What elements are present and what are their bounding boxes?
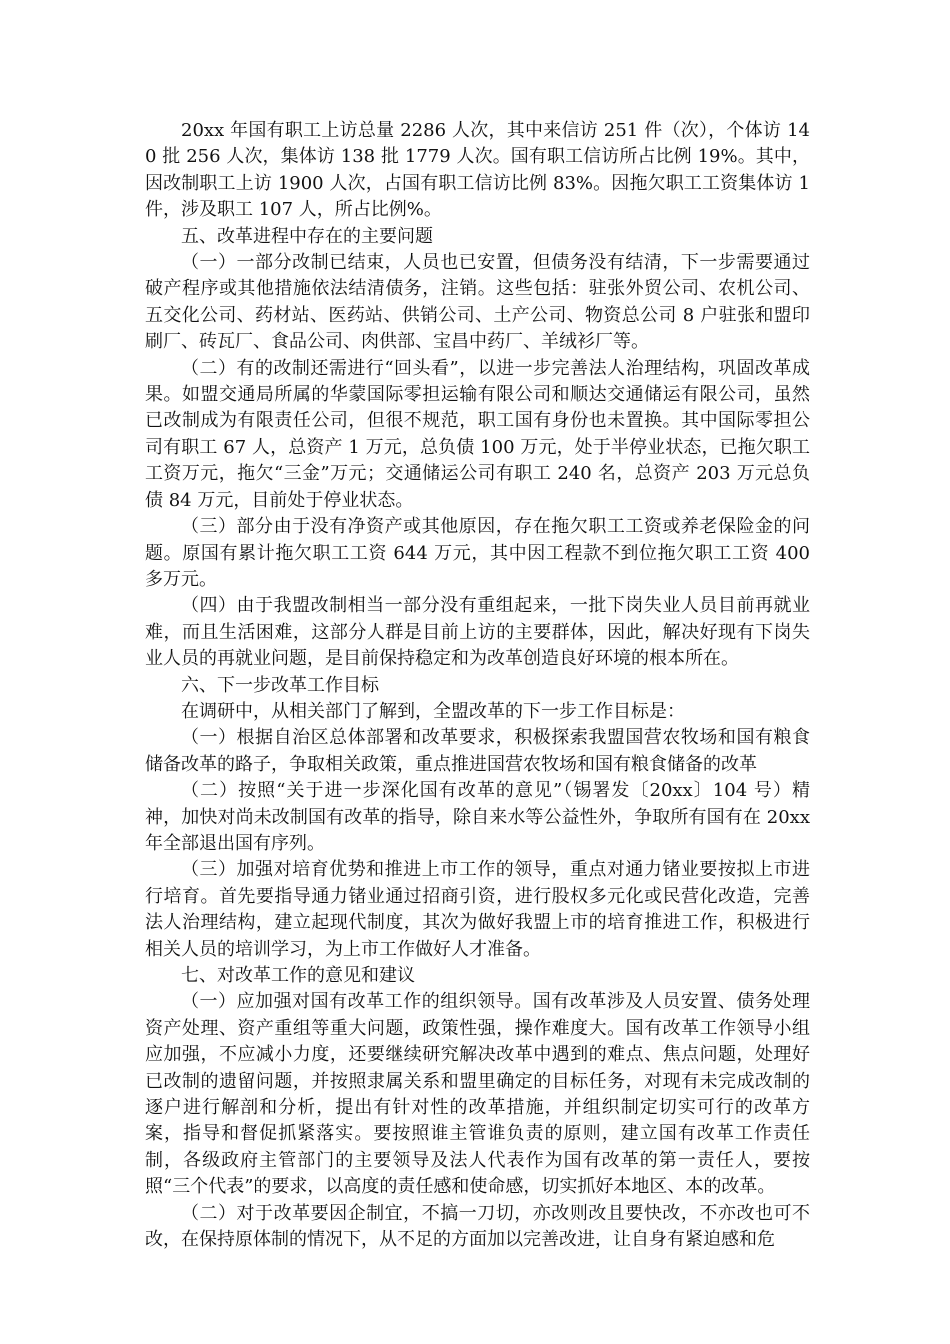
section-heading-7: 七、对改革工作的意见和建议 bbox=[181, 965, 415, 986]
paragraph-5-4: （四）由于我盟改制相当一部分没有重组起来，一批下岗失业人员目前再就业难，而且生活困难，这部分人群是目前上访的主要群体，因此，解决好现有下岗失业人员的再就业问题，是目前保持稳定和为改革创造良好环境的根本所在。 bbox=[145, 595, 810, 670]
paragraph-6-1: （一）根据自治区总体部署和改革要求，积极探索我盟国营农牧场和国有粮食储备改革的路子，争取相关政策，重点推进国营农牧场和国有粮食储备的改革 bbox=[145, 727, 810, 775]
paragraph-7-2: （二）对于改革要因企制宜，不搞一刀切，亦改则改且要快改，不亦改也可不改，在保持原体制的情况下，从不足的方面加以完善改进，让自身有紧迫感和危 bbox=[145, 1202, 810, 1251]
paragraph-5-3: （三）部分由于没有净资产或其他原因，存在拖欠职工工资或养老保险金的问题。原国有累计拖欠职工工资 644 万元，其中因工程款不到位拖欠职工工资 400 多万元。 bbox=[145, 516, 810, 590]
section-heading-6: 六、下一步改革工作目标 bbox=[181, 674, 379, 696]
paragraph-5-1: （一）一部分改制已结束，人员也已安置，但债务没有结清，下一步需要通过破产程序或其他措施依法结清债务，注销。这些包括：驻张外贸公司、农机公司、五交化公司、药材站、医药站、供销公司、土产公司、物资总公司 8 户驻张和盟印刷厂、砖瓦厂、食品公司、肉供部、宝昌中药厂、羊绒衫厂等。 bbox=[145, 252, 810, 353]
paragraph-5-2: （二）有的改制还需进行“回头看”，以进一步完善法人治理结构，巩固改革成果。如盟交通局所属的华蒙国际零担运输有限公司和顺达交通储运有限公司，虽然已改制成为有限责任公司，但很不规范，职工国有身份也未置换。其中国际零担公司有职工 67 人，总资产 1 万元，总负债 100 万元，处于半停业状态，已拖欠职工工资万元，拖欠“三金”万元；交通储运公司有职工 240 名，总资产 203 万元总负债 84 万元，目前处于停业状态。 bbox=[145, 357, 810, 511]
document-body bbox=[145, 118, 810, 1253]
paragraph-6-3: （三）加强对培育优势和推进上市工作的领导，重点对通力锗业要按拟上市进行培育。首先要指导通力锗业通过招商引资，进行股权多元化或民营化改造，完善法人治理结构，建立起现代制度，其次为做好我盟上市的培育推进工作，积极进行相关人员的培训学习，为上市工作做好人才准备。 bbox=[145, 859, 810, 960]
paragraph-7-1: （一）应加强对国有改革工作的组织领导。国有改革涉及人员安置、债务处理资产处理、资产重组等重大问题，政策性强，操作难度大。国有改革工作领导小组应加强，不应减小力度，还要继续研究解决改革中遇到的难点、焦点问题，处理好已改制的遗留问题，并按照隶属关系和盟里确定的目标任务，对现有未完成改制的逐户进行解剖和分析，提出有针对性的改革措施，并组织制定切实可行的改革方案，指导和督促抓紧落实。要按照谁主管谁负责的原则，建立国有改革工作责任制，各级政府主管部门的主要领导及法人代表作为国有改革的第一责任人，要按照“三个代表”的要求，以高度的责任感和使命感，切实抓好本地区、本的改革。 bbox=[145, 991, 810, 1198]
section-heading-5: 五、改革进程中存在的主要问题 bbox=[181, 225, 433, 247]
paragraph-6-intro: 在调研中，从相关部门了解到，全盟改革的下一步工作目标是： bbox=[181, 700, 685, 722]
paragraph-statistics: 20xx 年国有职工上访总量 2286 人次，其中来信访 251 件（次），个体访 140 批 256 人次，集体访 138 批 1779 人次。国有职工信访所占比例 19%。其中，因改制职工上访 1900 人次，占国有职工信访比例 83%。因拖欠职工工资集体访 1 件，涉及职工 107 人，所占比例%。 bbox=[145, 120, 810, 221]
paragraph-6-2: （二）按照“关于进一步深化国有改革的意见”（锡署发〔20xx〕104 号）精神，加快对尚未改制国有改革的指导，除自来水等公益性外，争取所有国有在 20xx 年全部退出国有序列。 bbox=[145, 780, 810, 854]
